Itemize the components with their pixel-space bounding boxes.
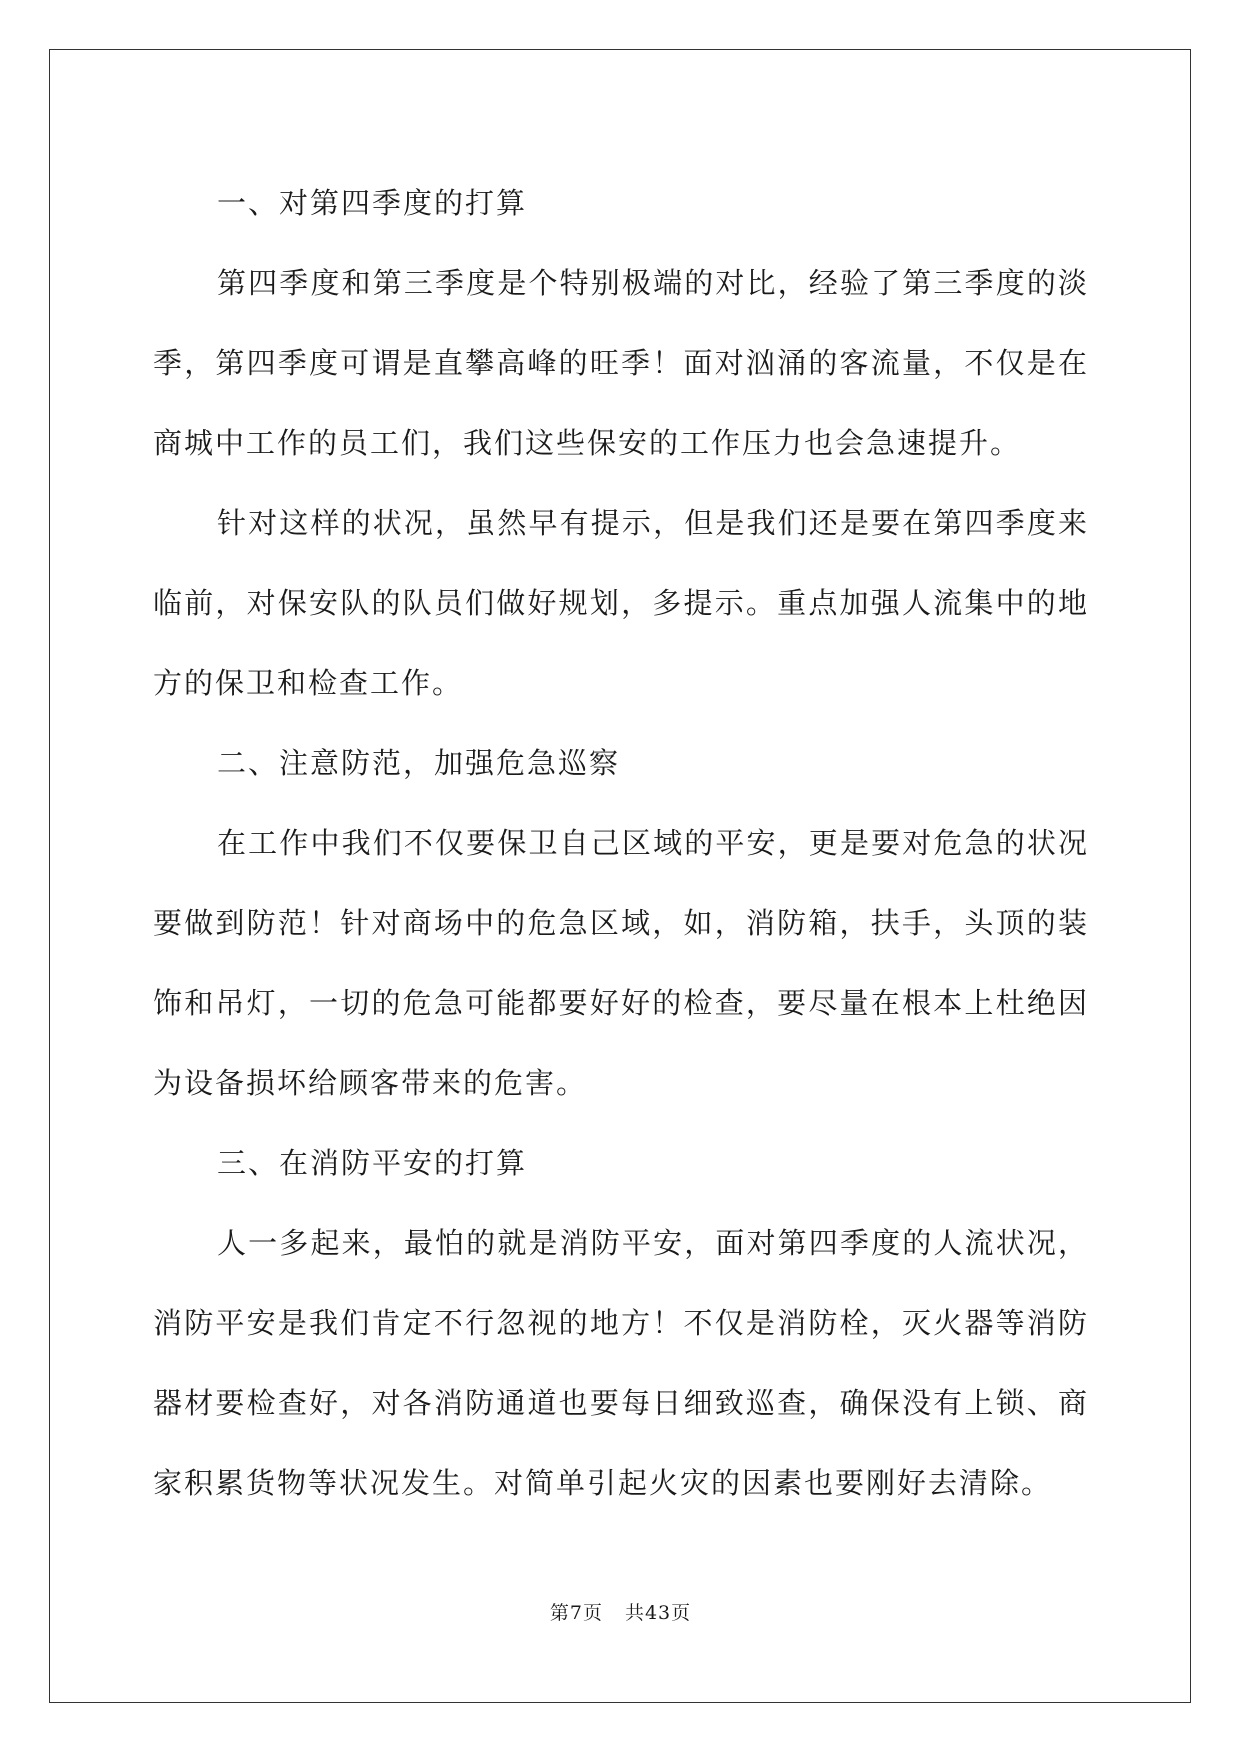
page-total: 共43页 (624, 1602, 692, 1624)
section-heading-1: 一、对第四季度的打算 (217, 186, 528, 220)
page-number: 第7页 (549, 1602, 603, 1624)
paragraph: 在工作中我们不仅要保卫自己区域的平安，更是要对危急的状况要做到防范！针对商场中的危急区域，如，消防箱，扶手，头顶的装饰和吊灯，一切的危急可能都要好好的检查，要尽量在根本上杜绝因为设备损坏给顾客带来的危害。 (153, 826, 1089, 1100)
page-footer (0, 1598, 1241, 1625)
section-heading-3: 三、在消防平安的打算 (217, 1146, 528, 1180)
paragraph: 针对这样的状况，虽然早有提示，但是我们还是要在第四季度来临前，对保安队的队员们做好规划，多提示。重点加强人流集中的地方的保卫和检查工作。 (153, 506, 1089, 700)
document-body (153, 163, 1089, 1523)
section-heading-2: 二、注意防范，加强危急巡察 (217, 746, 621, 780)
paragraph: 人一多起来，最怕的就是消防平安，面对第四季度的人流状况，消防平安是我们肯定不行忽视的地方！不仅是消防栓，灭火器等消防器材要检查好，对各消防通道也要每日细致巡查，确保没有上锁、商家积累货物等状况发生。对简单引起火灾的因素也要刚好去清除。 (153, 1226, 1089, 1500)
paragraph: 第四季度和第三季度是个特别极端的对比，经验了第三季度的淡季，第四季度可谓是直攀高峰的旺季！面对汹涌的客流量，不仅是在商城中工作的员工们，我们这些保安的工作压力也会急速提升。 (153, 266, 1089, 460)
